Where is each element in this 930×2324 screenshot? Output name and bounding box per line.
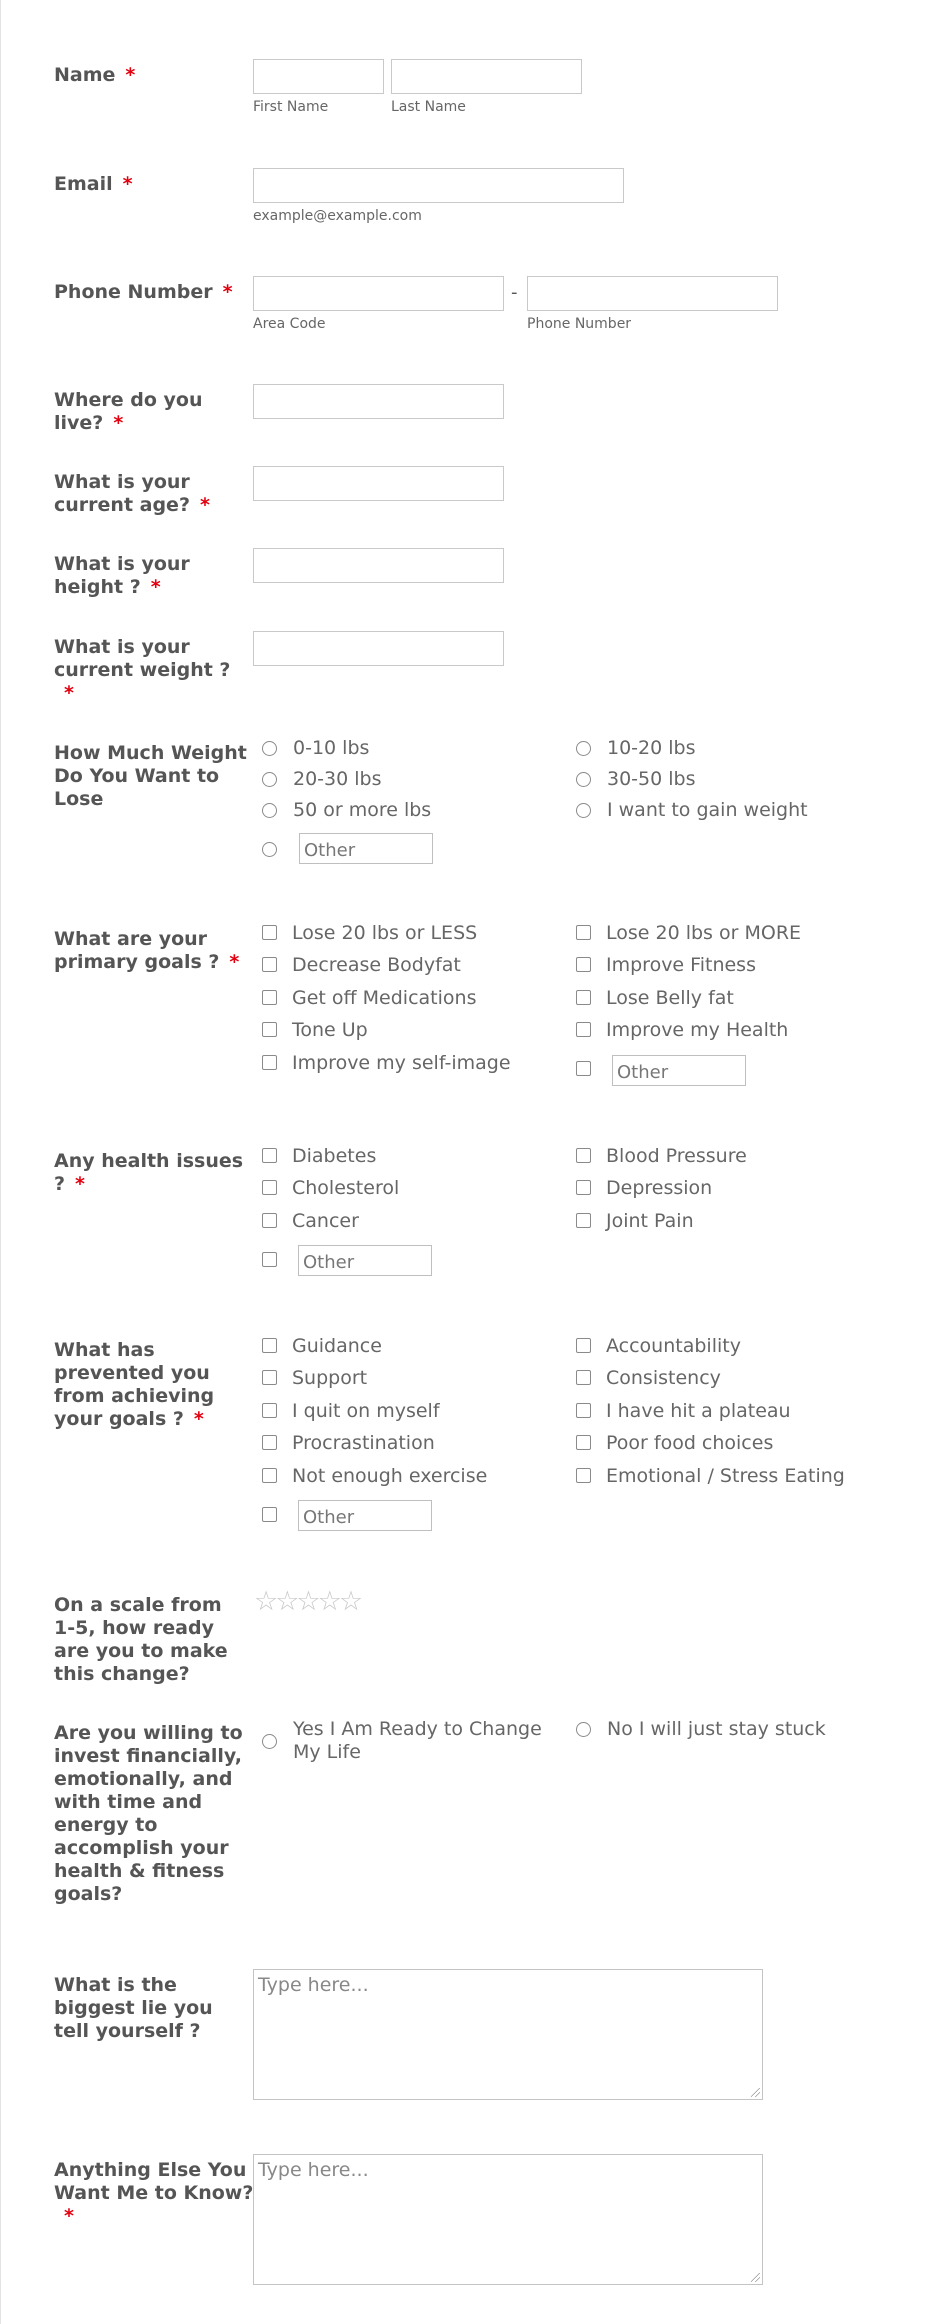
goals-checkbox[interactable] (262, 990, 277, 1005)
lie-placeholder: Type here... (258, 1974, 369, 1996)
left-border (0, 0, 1, 2324)
prevented-checkbox[interactable] (262, 1370, 277, 1385)
first-name-input[interactable] (253, 59, 384, 94)
scale-label: On a scale from 1-5, how ready are you to make this change? (54, 1594, 228, 1685)
else-placeholder: Type here... (258, 2159, 369, 2181)
name-label: Name * (54, 64, 136, 86)
goals-option-label: Lose 20 lbs or LESS (292, 922, 478, 944)
else-textarea[interactable] (253, 2154, 763, 2285)
health-other-input[interactable]: Other (298, 1245, 432, 1276)
resize-handle[interactable] (751, 2088, 760, 2097)
goals-checkbox[interactable] (576, 925, 591, 940)
goals-label: What are your primary goals ? * (54, 928, 240, 973)
prevented-option-label: Not enough exercise (292, 1465, 488, 1487)
prevented-option-label: Accountability (606, 1335, 741, 1357)
required-mark: * (75, 1173, 85, 1195)
invest-option-label: Yes I Am Ready to Change My Life (293, 1718, 542, 1763)
goals-checkbox[interactable] (262, 1022, 277, 1037)
lose-other-input[interactable]: Other (299, 833, 433, 864)
weight-label: What is your current weight ?* (54, 636, 231, 704)
where-live-label: Where do you live? * (54, 389, 203, 434)
lose-option-label: 30-50 lbs (607, 768, 696, 790)
lie-textarea[interactable] (253, 1969, 763, 2100)
required-mark: * (64, 682, 74, 704)
last-name-input[interactable] (391, 59, 582, 94)
lose-option-label: 20-30 lbs (293, 768, 382, 790)
goals-option-label: Lose Belly fat (606, 987, 734, 1009)
health-label: Any health issues ? * (54, 1150, 244, 1195)
goals-option-label: Decrease Bodyfat (292, 954, 461, 976)
health-option-label: Diabetes (292, 1145, 377, 1167)
health-checkbox[interactable] (262, 1213, 277, 1228)
invest-option-label: No I will just stay stuck (607, 1718, 826, 1740)
required-mark: * (125, 64, 136, 86)
prevented-checkbox[interactable] (262, 1403, 277, 1418)
lose-radio[interactable] (262, 772, 277, 787)
health-checkbox[interactable] (262, 1148, 277, 1163)
goals-option-label: Get off Medications (292, 987, 477, 1009)
height-input[interactable] (253, 548, 504, 583)
area-code-sublabel: Area Code (253, 316, 326, 332)
health-checkbox[interactable] (576, 1213, 591, 1228)
lose-option-label: 50 or more lbs (293, 799, 432, 821)
weight-input[interactable] (253, 631, 504, 666)
health-option-label: Depression (606, 1177, 713, 1199)
invest-radio[interactable] (262, 1734, 277, 1749)
prevented-option-label: Support (292, 1367, 368, 1389)
lose-other-radio[interactable] (262, 842, 277, 857)
area-code-input[interactable] (253, 276, 504, 311)
prevented-checkbox[interactable] (576, 1468, 591, 1483)
lose-radio[interactable] (262, 803, 277, 818)
invest-label: Are you willing to invest financially, emotionally, and with time and energy to accomplish your health & fitness goals? (54, 1722, 243, 1905)
prevented-checkbox[interactable] (576, 1338, 591, 1353)
where-live-input[interactable] (253, 384, 504, 419)
required-mark: * (222, 281, 233, 303)
first-name-sublabel: First Name (253, 99, 329, 115)
email-input[interactable] (253, 168, 624, 203)
required-mark: * (150, 576, 161, 598)
email-sublabel: example@example.com (253, 208, 422, 224)
required-mark: * (122, 173, 133, 195)
phone-separator: - (511, 282, 518, 303)
lose-radio[interactable] (262, 741, 277, 756)
prevented-other-input[interactable]: Other (298, 1500, 432, 1531)
prevented-option-label: I quit on myself (292, 1400, 440, 1422)
invest-radio[interactable] (576, 1722, 591, 1737)
prevented-label: What has prevented you from achieving your goals ? * (54, 1339, 215, 1430)
prevented-checkbox[interactable] (576, 1435, 591, 1450)
phone-label: Phone Number * (54, 281, 233, 303)
goals-option-label: Tone Up (292, 1019, 368, 1041)
goals-other-checkbox[interactable] (576, 1061, 591, 1076)
required-mark: * (113, 412, 124, 434)
prevented-checkbox[interactable] (576, 1370, 591, 1385)
goals-checkbox[interactable] (576, 1022, 591, 1037)
goals-checkbox[interactable] (262, 1055, 277, 1070)
resize-handle[interactable] (751, 2273, 760, 2282)
required-mark: * (199, 494, 210, 516)
required-mark: * (229, 951, 240, 973)
health-option-label: Joint Pain (606, 1210, 694, 1232)
health-other-checkbox[interactable] (262, 1252, 277, 1267)
else-label: Anything Else You Want Me to Know?* (54, 2159, 254, 2227)
lie-label: What is the biggest lie you tell yourself ? (54, 1974, 213, 2042)
prevented-checkbox[interactable] (262, 1435, 277, 1450)
prevented-checkbox[interactable] (262, 1338, 277, 1353)
goals-option-label: Improve Fitness (606, 954, 756, 976)
age-input[interactable] (253, 466, 504, 501)
height-label: What is your height ? * (54, 553, 190, 598)
age-label: What is your current age? * (54, 471, 210, 516)
health-checkbox[interactable] (576, 1148, 591, 1163)
required-mark: * (64, 2205, 74, 2227)
lose-option-label: 10-20 lbs (607, 737, 696, 759)
lose-option-label: I want to gain weight (607, 799, 808, 821)
goals-other-input[interactable]: Other (612, 1055, 746, 1086)
lose-weight-label: How Much Weight Do You Want to Lose (54, 742, 247, 810)
health-option-label: Blood Pressure (606, 1145, 747, 1167)
prevented-option-label: Poor food choices (606, 1432, 774, 1454)
goals-option-label: Improve my Health (606, 1019, 789, 1041)
health-option-label: Cholesterol (292, 1177, 400, 1199)
prevented-option-label: Consistency (606, 1367, 721, 1389)
prevented-option-label: Guidance (292, 1335, 382, 1357)
prevented-option-label: Procrastination (292, 1432, 435, 1454)
goals-option-label: Lose 20 lbs or MORE (606, 922, 802, 944)
email-label: Email * (54, 173, 133, 195)
prevented-other-checkbox[interactable] (262, 1507, 277, 1522)
prevented-option-label: Emotional / Stress Eating (606, 1465, 845, 1487)
health-checkbox[interactable] (576, 1180, 591, 1195)
health-checkbox[interactable] (262, 1180, 277, 1195)
health-option-label: Cancer (292, 1210, 359, 1232)
lose-radio[interactable] (576, 803, 591, 818)
star-rating[interactable]: ☆☆☆☆☆ (254, 1586, 361, 1617)
prevented-option-label: I have hit a plateau (606, 1400, 791, 1422)
goals-checkbox[interactable] (576, 990, 591, 1005)
required-mark: * (193, 1408, 204, 1430)
goals-checkbox[interactable] (576, 957, 591, 972)
prevented-checkbox[interactable] (576, 1403, 591, 1418)
phone-number-input[interactable] (527, 276, 778, 311)
phone-number-sublabel: Phone Number (527, 316, 632, 332)
last-name-sublabel: Last Name (391, 99, 466, 115)
goals-option-label: Improve my self-image (292, 1052, 511, 1074)
goals-checkbox[interactable] (262, 957, 277, 972)
lose-radio[interactable] (576, 741, 591, 756)
lose-option-label: 0-10 lbs (293, 737, 370, 759)
prevented-checkbox[interactable] (262, 1468, 277, 1483)
lose-radio[interactable] (576, 772, 591, 787)
goals-checkbox[interactable] (262, 925, 277, 940)
